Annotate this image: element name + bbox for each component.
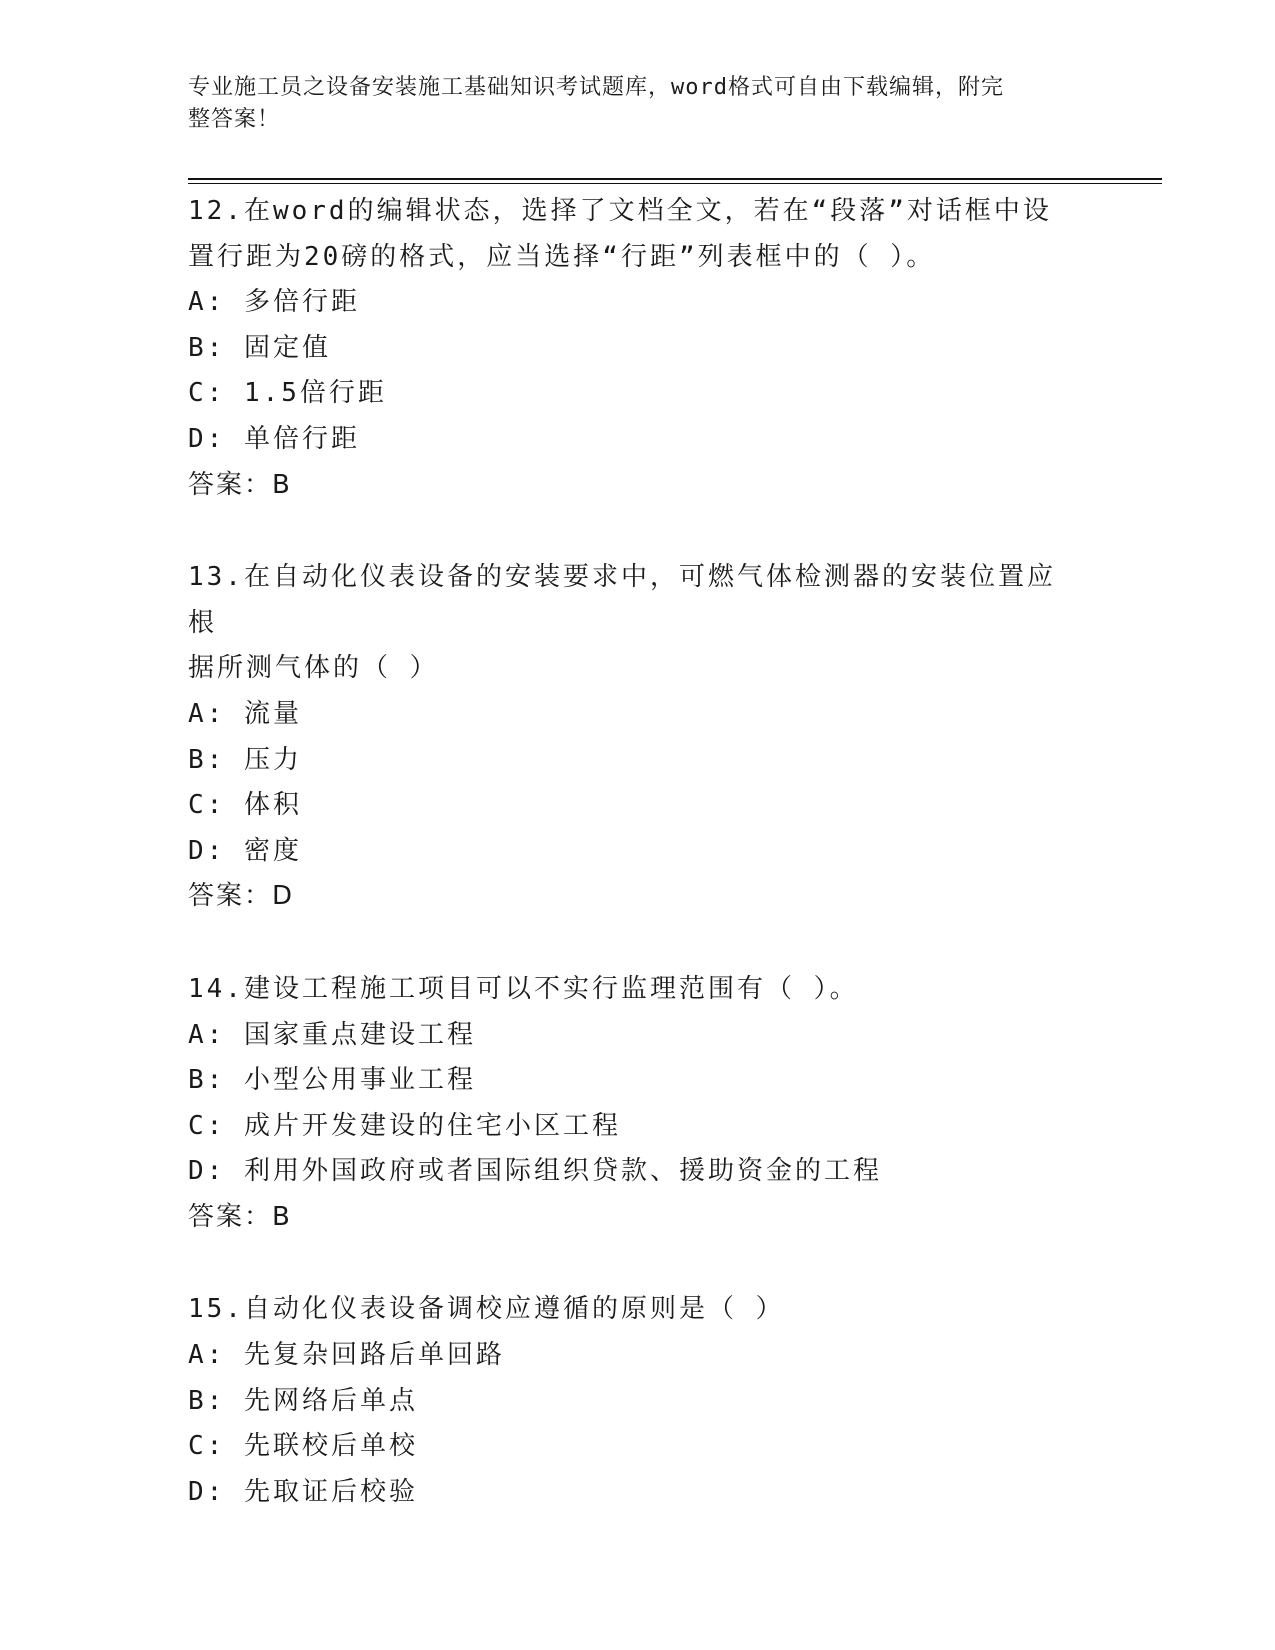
option-a: A: 多倍行距 [188,287,360,318]
option-c: C: 体积 [188,790,302,821]
question-13 [188,555,1088,920]
option-c: C: 先联校后单校 [188,1431,418,1462]
question-stem-line: 13.在自动化仪表设备的安装要求中，可燃气体检测器的安装位置应根 [188,562,1056,638]
option-b: B: 压力 [188,744,302,775]
option-d: D: 先取证后校验 [188,1476,418,1507]
option-a: A: 流量 [188,698,302,729]
option-c: C: 1.5倍行距 [188,378,387,409]
header-divider-thick [188,178,1162,180]
option-d: D: 利用外国政府或者国际组织贷款、援助资金的工程 [188,1156,882,1187]
option-b: B: 小型公用事业工程 [188,1065,476,1096]
question-14 [188,967,1088,1241]
question-12 [188,189,1088,508]
answer-line: 答案：B [188,469,292,500]
header-divider-thin [188,183,1162,184]
option-d: D: 密度 [188,835,302,866]
option-c: C: 成片开发建设的住宅小区工程 [188,1110,621,1141]
option-a: A: 国家重点建设工程 [188,1019,476,1050]
header-line-2: 整答案！ [188,107,281,132]
option-d: D: 单倍行距 [188,423,360,454]
question-stem-line: 15.自动化仪表设备调校应遵循的原则是（ ） [188,1294,785,1325]
question-stem-line: 14.建设工程施工项目可以不实行监理范围有（ ）。 [188,973,859,1004]
question-list [188,189,1088,1562]
question-stem-line: 12.在word的编辑状态，选择了文档全文，若在“段落”对话框中设 [188,196,1052,226]
question-15 [188,1287,1088,1515]
answer-line: 答案：B [188,1201,292,1232]
option-b: B: 先网络后单点 [188,1385,418,1416]
option-b: B: 固定值 [188,332,331,363]
question-stem-line: 据所测气体的（ ） [188,653,439,684]
option-a: A: 先复杂回路后单回路 [188,1340,505,1371]
question-stem-line: 置行距为20磅的格式，应当选择“行距”列表框中的（ ）。 [188,241,936,272]
document-header [188,72,1068,136]
answer-line: 答案：D [188,881,295,912]
header-line-1: 专业施工员之设备安装施工基础知识考试题库，word格式可自由下载编辑，附完 [188,75,1004,100]
